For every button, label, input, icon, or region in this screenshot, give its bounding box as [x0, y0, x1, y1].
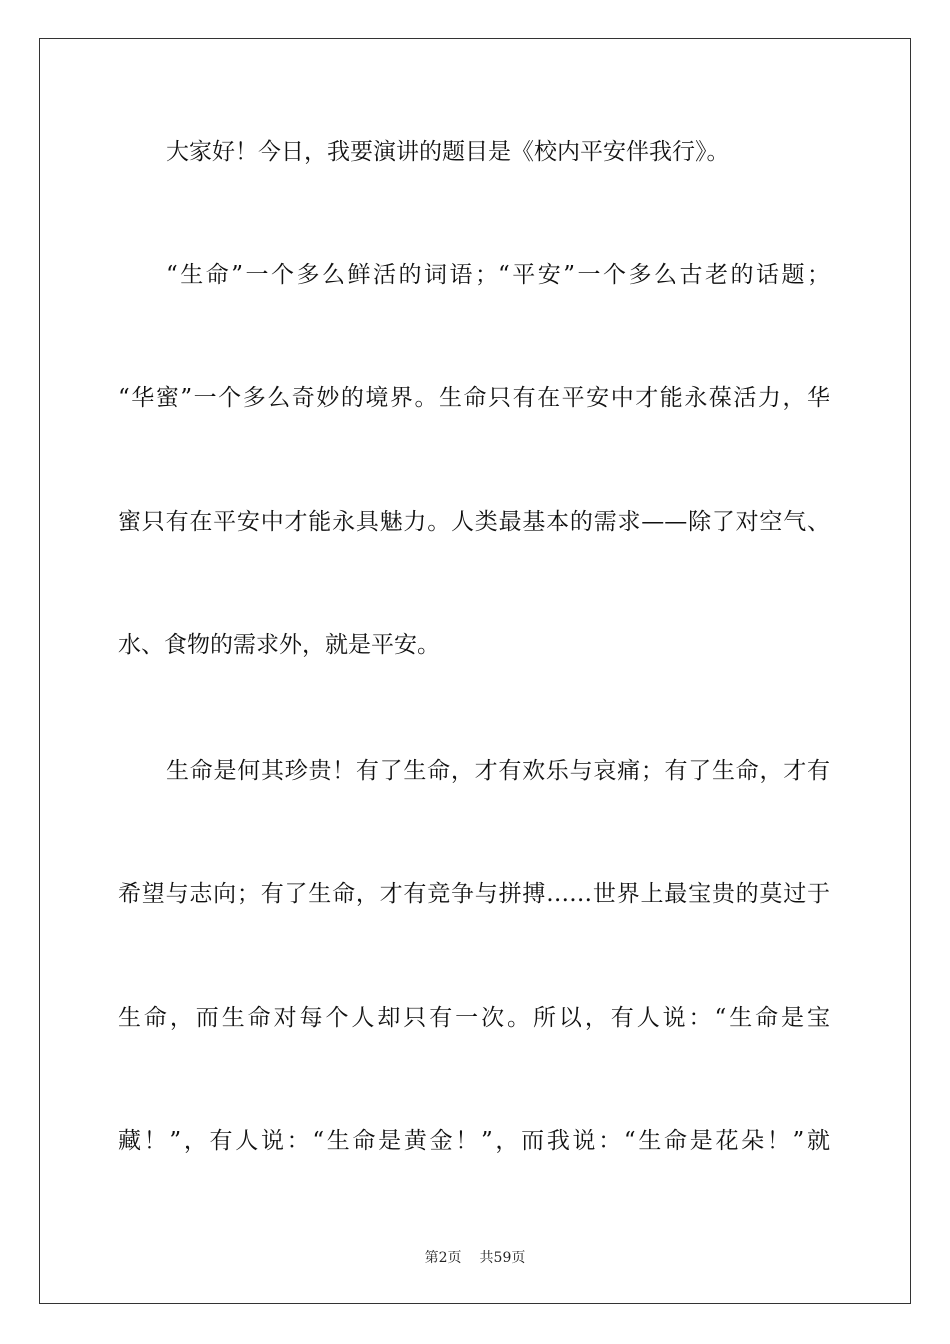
paragraph-line: 生命，而生命对每个人却只有一次。所以，有人说：“生命是宝: [118, 1005, 830, 1031]
paragraph-line: 藏！”，有人说：“生命是黄金！”，而我说：“生命是花朵！”就: [118, 1128, 830, 1154]
paragraph-line: 生命是何其珍贵！有了生命，才有欢乐与哀痛；有了生命，才有: [166, 758, 830, 784]
page-number: 第2页: [424, 1250, 462, 1266]
page-total: 共59页: [479, 1250, 526, 1266]
paragraph-line: 蜜只有在平安中才能永具魅力。人类最基本的需求——除了对空气、: [118, 509, 830, 535]
paragraph-line: 水、食物的需求外，就是平安。: [118, 632, 440, 658]
paragraph-line: “华蜜”一个多么奇妙的境界。生命只有在平安中才能永葆活力，华: [118, 385, 830, 411]
paragraph-line: 大家好！今日，我要演讲的题目是《校内平安伴我行》。: [166, 139, 730, 165]
page-frame: [39, 38, 911, 1304]
paragraph-line: “生命”一个多么鲜活的词语；“平安”一个多么古老的话题；: [166, 262, 830, 288]
page-footer: [0, 1249, 950, 1267]
paragraph-line: 希望与志向；有了生命，才有竞争与拼搏……世界上最宝贵的莫过于: [118, 881, 830, 907]
